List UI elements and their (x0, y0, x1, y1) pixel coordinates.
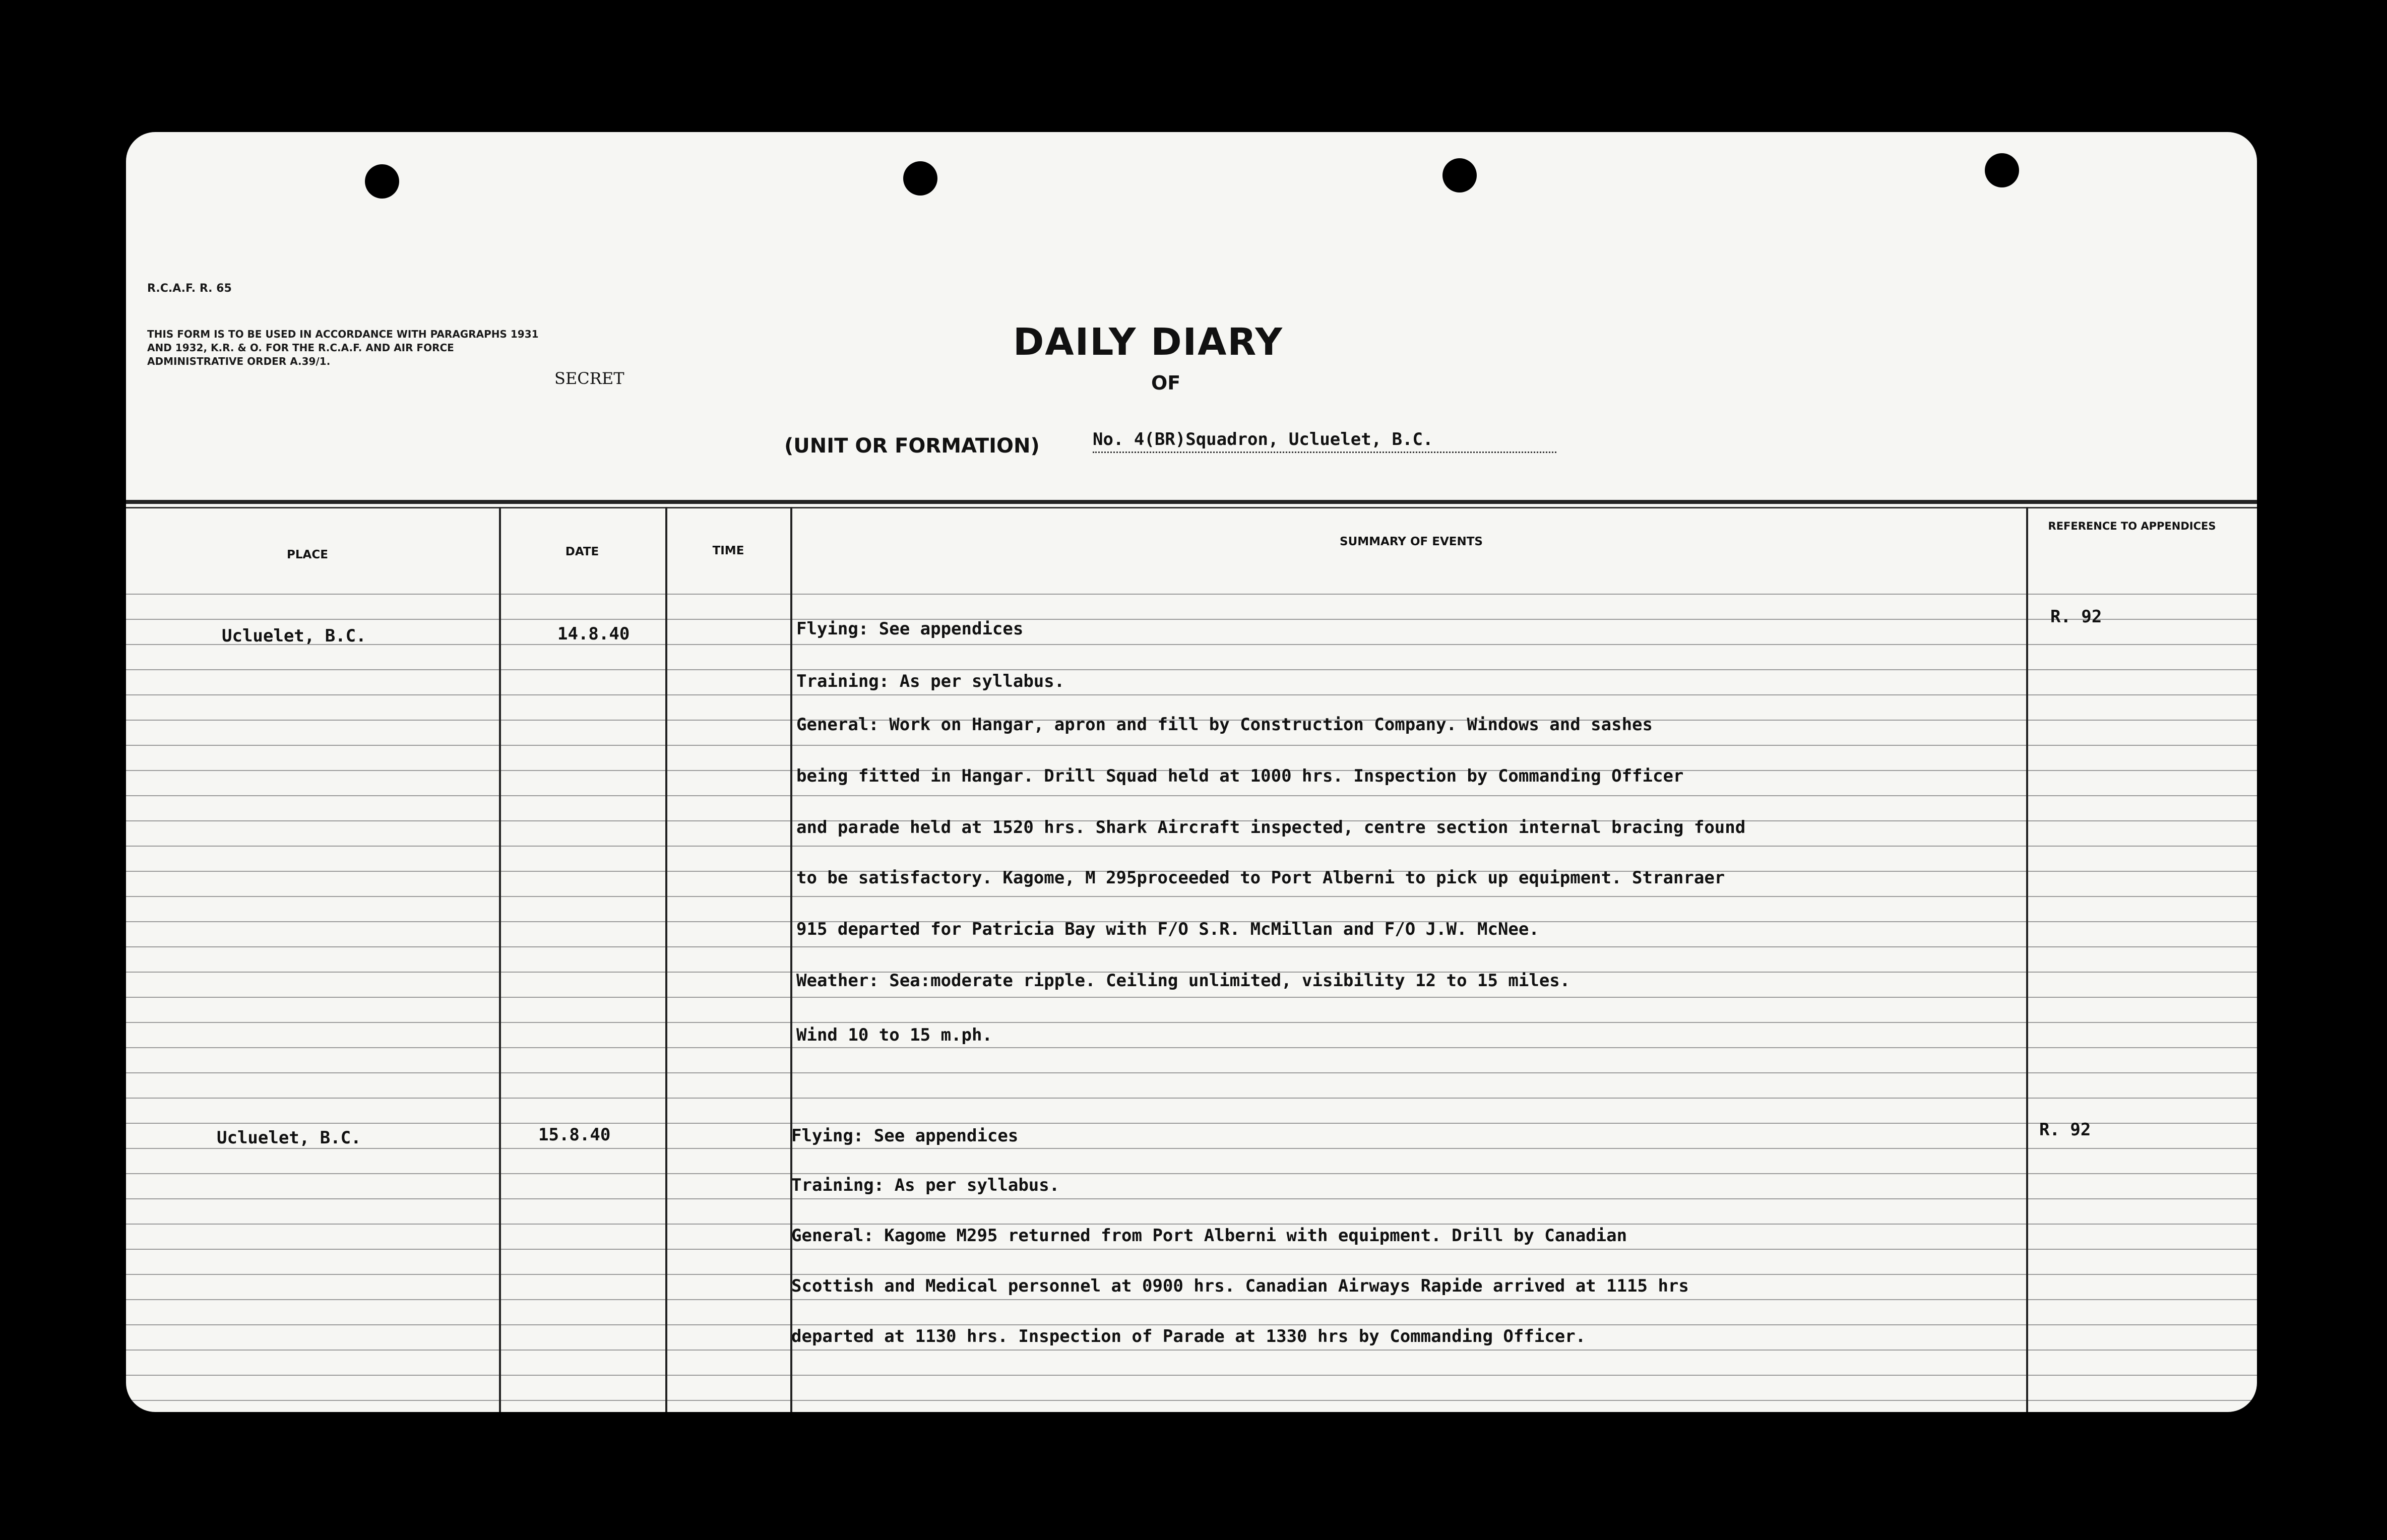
column-divider (665, 507, 667, 1412)
ruled-line (126, 669, 2257, 670)
column-header-place: PLACE (287, 548, 328, 561)
ruled-line (126, 997, 2257, 998)
summary-line: 915 departed for Patricia Bay with F/O S.R. McMillan and F/O J.W. McNee. (796, 919, 1539, 939)
summary-line: and parade held at 1520 hrs. Shark Aircraft inspected, centre section internal bracing found (796, 817, 1746, 838)
entry-reference: R. 92 (2050, 607, 2102, 627)
page-title: DAILY DIARY (1013, 320, 1283, 364)
column-divider (2026, 507, 2028, 1412)
punch-hole (1985, 153, 2019, 187)
ruled-line (126, 1072, 2257, 1073)
entry-date: 14.8.40 (557, 624, 630, 644)
column-header-date: DATE (565, 545, 599, 558)
ruled-line (126, 795, 2257, 796)
column-header-time: TIME (712, 544, 744, 557)
ruled-line (126, 644, 2257, 645)
ruled-line (126, 1249, 2257, 1250)
ruled-line (126, 594, 2257, 595)
summary-line: to be satisfactory. Kagome, M 295proceeded to Port Alberni to pick up equipment. Stranraer (796, 868, 1725, 888)
summary-line: Scottish and Medical personnel at 0900 hrs. Canadian Airways Rapide arrived at 1115 hrs (791, 1276, 1689, 1296)
header-rule-thin (126, 507, 2257, 508)
summary-line: Weather: Sea:moderate ripple. Ceiling unlimited, visibility 12 to 15 miles. (796, 971, 1571, 991)
column-divider (499, 507, 501, 1412)
ruled-line (126, 1400, 2257, 1401)
summary-line: Flying: See appendices (796, 619, 1024, 639)
punch-hole (365, 164, 399, 199)
unit-label: (UNIT OR FORMATION) (784, 434, 1040, 458)
summary-line: Wind 10 to 15 m.ph. (796, 1025, 992, 1045)
ruled-line (126, 694, 2257, 695)
ruled-line (126, 745, 2257, 746)
title-of: OF (1151, 372, 1181, 394)
ruled-line (126, 1274, 2257, 1275)
ruled-line (126, 1022, 2257, 1023)
ruled-line (126, 946, 2257, 947)
punch-hole (903, 161, 937, 196)
ruled-line (126, 1148, 2257, 1149)
ruled-line (126, 619, 2257, 620)
column-header-summary: SUMMARY OF EVENTS (1340, 535, 1483, 548)
ruled-line (126, 1047, 2257, 1048)
form-code: R.C.A.F. R. 65 (147, 282, 232, 295)
ruled-line (126, 1350, 2257, 1351)
ruled-line (126, 1324, 2257, 1325)
ruled-line (126, 846, 2257, 847)
diary-form-card (126, 132, 2257, 1412)
ruled-line (126, 1198, 2257, 1199)
ruled-line (126, 1173, 2257, 1174)
ruled-line (126, 1098, 2257, 1099)
header-rule (126, 500, 2257, 504)
summary-line: General: Work on Hangar, apron and fill by Construction Company. Windows and sashes (796, 715, 1653, 735)
summary-line: Training: As per syllabus. (791, 1175, 1060, 1195)
summary-line: departed at 1130 hrs. Inspection of Parade at 1330 hrs by Commanding Officer. (791, 1326, 1586, 1346)
punch-hole (1442, 158, 1477, 192)
entry-place: Ucluelet, B.C. (217, 1128, 361, 1148)
summary-line: Flying: See appendices (791, 1126, 1019, 1146)
entry-reference: R. 92 (2039, 1120, 2091, 1140)
summary-line: General: Kagome M295 returned from Port Alberni with equipment. Drill by Canadian (791, 1226, 1627, 1246)
ruled-line (126, 896, 2257, 897)
form-usage-note: THIS FORM IS TO BE USED IN ACCORDANCE WITH PARAGRAPHS 1931 AND 1932, K.R. & O. FOR THE R.C.A.F. AND AIR FORCE ADMINISTRATIVE ORDER A.39/1. (147, 328, 539, 367)
classification-label: SECRET (554, 369, 624, 388)
summary-line: being fitted in Hangar. Drill Squad held at 1000 hrs. Inspection by Commanding Officer (796, 766, 1684, 786)
column-header-reference: REFERENCE TO APPENDICES (2048, 520, 2216, 532)
summary-line: Training: As per syllabus. (796, 671, 1065, 691)
ruled-line (126, 1375, 2257, 1376)
entry-place: Ucluelet, B.C. (222, 626, 366, 646)
ruled-line (126, 1224, 2257, 1225)
ruled-line (126, 1123, 2257, 1124)
unit-value: No. 4(BR)Squadron, Ucluelet, B.C. (1093, 429, 1556, 453)
entry-date: 15.8.40 (538, 1125, 611, 1145)
ruled-line (126, 1299, 2257, 1300)
